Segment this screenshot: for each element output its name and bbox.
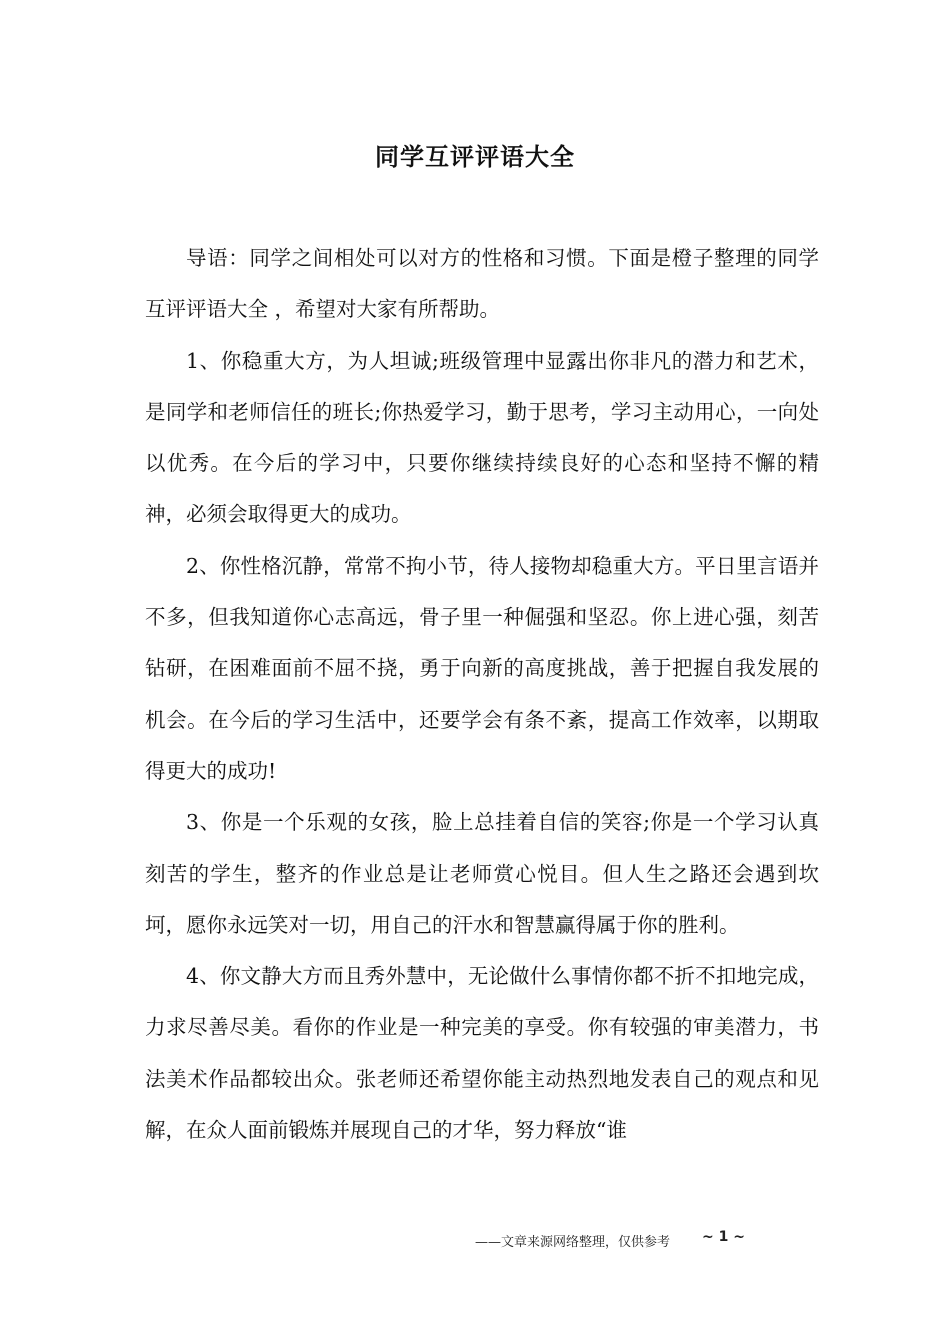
paragraph-2: 2、你性格沉静，常常不拘小节，待人接物却稳重大方。平日里言语并不多，但我知道你心志高远，骨子里一种倔强和坚忍。你上进心强，刻苦钻研，在困难面前不屈不挠，勇于向新的高度挑战，善于把握自我发展的机会。在今后的学习生活中，还要学会有条不紊，提高工作效率，以期取得更大的成功!	[145, 553, 819, 783]
paragraph-4: 4、你文静大方而且秀外慧中，无论做什么事情你都不折不扣地完成，力求尽善尽美。看你的作业是一种完美的享受。你有较强的审美潜力，书法美术作品都较出众。张老师还希望你能主动热烈地发表自己的观点和见解，在众人面前锻炼并展现自己的才华，努力释放“谁	[145, 964, 819, 1143]
paragraph-1: 1、你稳重大方，为人坦诚;班级管理中显露出你非凡的潜力和艺术，是同学和老师信任的班长;你热爱学习，勤于思考，学习主动用心，一向处以优秀。在今后的学习中，只要你继续持续良好的心态和坚持不懈的精神，必须会取得更大的成功。	[145, 348, 819, 527]
footer-source-note: ——文章来源网络整理，仅供参考	[475, 1235, 671, 1250]
document-title: 同学互评评语大全	[375, 143, 575, 171]
paragraph-3: 3、你是一个乐观的女孩，脸上总挂着自信的笑容;你是一个学习认真刻苦的学生，整齐的作业总是让老师赏心悦目。但人生之路还会遇到坎坷，愿你永远笑对一切，用自己的汗水和智慧赢得属于你的胜利。	[145, 810, 819, 937]
document-body	[145, 233, 819, 1156]
page-footer	[0, 1228, 950, 1258]
page-number: ~ 1 ~	[702, 1229, 745, 1245]
paragraph-intro: 导语：同学之间相处可以对方的性格和习惯。下面是橙子整理的同学互评评语大全 ，希望对大家有所帮助。	[145, 246, 819, 322]
